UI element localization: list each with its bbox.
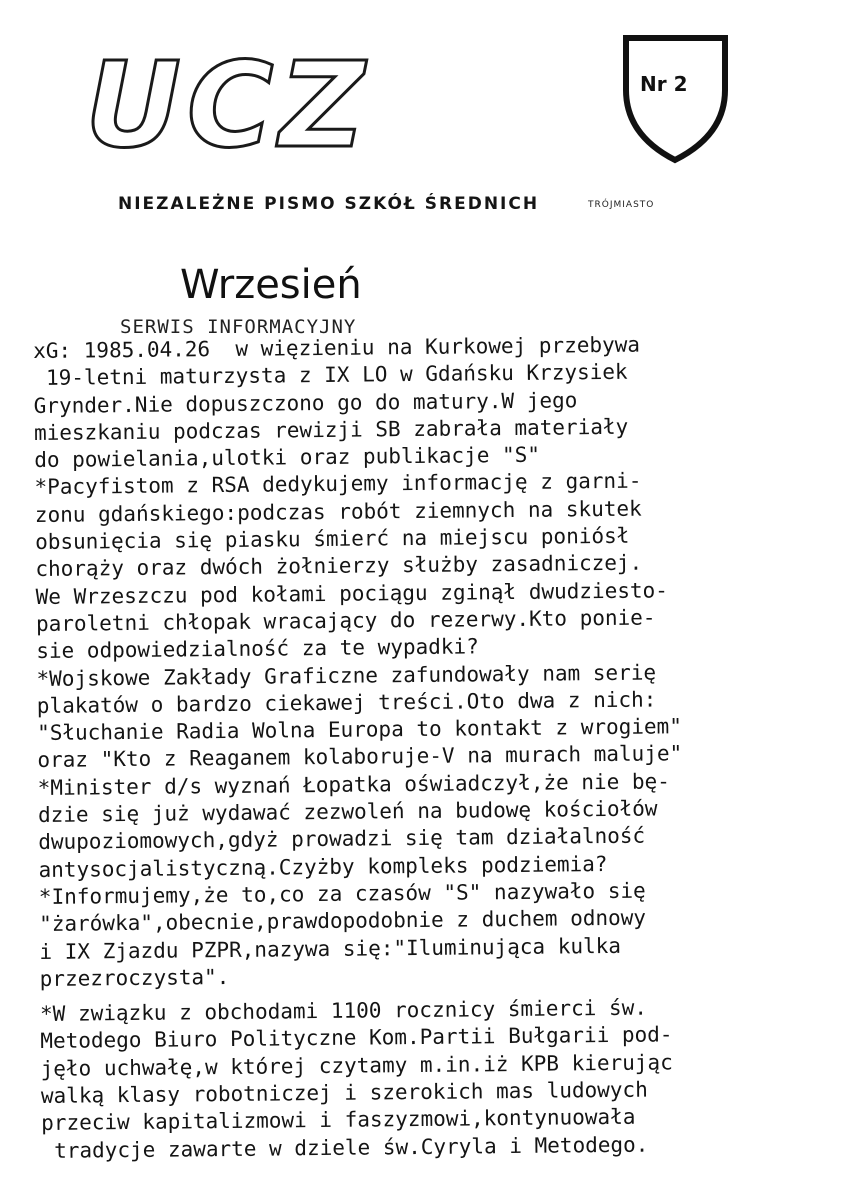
- masthead-logo: UCZ: [85, 36, 371, 174]
- text-line: jęło uchwałę,w której czytamy m.in.iż KPB kierując: [40, 1050, 673, 1081]
- text-line: zonu gdańskiego:podczas robót ziemnych na skutek: [34, 496, 642, 527]
- text-line: dzie się już wydawać zezwoleń na budowę kościołów: [37, 796, 658, 828]
- page-title: Wrzesień: [180, 262, 362, 308]
- text-line: We Wrzeszczu pod kołami pociągu zginął dwudziesto-: [35, 578, 668, 609]
- text-line: *Pacyfistom z RSA dedykujemy informację z garni-: [34, 469, 642, 500]
- text-line: antysocjalistyczną.Czyżby kompleks podziemia?: [38, 851, 608, 882]
- text-line: sie odpowiedzialność za te wypadki?: [36, 634, 479, 664]
- text-line: przezroczysta".: [39, 964, 230, 991]
- text-line: przeciw kapitalizmowi i faszyzmowi,kontynuowała: [41, 1105, 636, 1136]
- text-line: Grynder.Nie dopuszczono go do matury.W jego: [33, 387, 578, 418]
- text-line: 19-letni maturzysta z IX LO w Gdańsku Krzysiek: [33, 360, 628, 391]
- text-line: xG: 1985.04.26 w więzieniu na Kurkowej przebywa: [33, 332, 641, 363]
- text-line: obsunięcia się piasku śmierć na miejscu poniósł: [35, 523, 630, 555]
- text-line: "Słuchanie Radia Wolna Europa to kontakt z wrogiem": [37, 714, 683, 746]
- text-line: chorąży oraz dwóch żołnierzy służby zasadniczej.: [35, 551, 643, 582]
- text-line: do powielania,ulotki oraz publikacje "S": [34, 442, 541, 473]
- text-line: plakatów o bardzo ciekawej treści.Oto dwa z nich:: [36, 687, 657, 718]
- text-line: "żarówka",obecnie,prawdopodobnie z duchem odnowy: [39, 905, 647, 937]
- text-line: oraz "Kto z Reaganem kolaboruje-V na murach maluje": [37, 741, 683, 773]
- text-line: *Minister d/s wyznań Łopatka oświadczył,że nie bę-: [37, 769, 670, 800]
- text-line: tradycje zawarte w dziele św.Cyryla i Metodego.: [41, 1132, 649, 1163]
- text-line: mieszkaniu podczas rewizji SB zabrała materiały: [33, 414, 629, 445]
- article-body: [33, 330, 842, 1165]
- masthead-location: TRÓJMIASTO: [588, 200, 655, 210]
- masthead-subtitle: NIEZALEŻNE PISMO SZKÓŁ ŚREDNICH: [118, 194, 540, 214]
- text-line: *W związku z obchodami 1100 rocznicy śmierci św.: [39, 995, 648, 1027]
- text-line: dwupoziomowych,gdyż prowadzi się tam działalność: [38, 823, 646, 855]
- issue-number: Nr 2: [640, 72, 688, 96]
- text-line: *Wojskowe Zakłady Graficzne zafundowały nam serię: [36, 660, 657, 691]
- text-line: walką klasy robotniczej i szerokich mas ludowych: [40, 1077, 648, 1108]
- issue-shield-icon: [618, 30, 733, 165]
- masthead: [85, 36, 645, 174]
- text-line: Metodego Biuro Polityczne Kom.Partii Bułgarii pod-: [40, 1022, 673, 1054]
- text-line: *Informujemy,że to,co za czasów "S" nazywało się: [38, 878, 646, 909]
- text-line: paroletni chłopak wracający do rezerwy.Kto ponie-: [35, 605, 656, 636]
- section-title: SERWIS INFORMACYJNY: [120, 316, 357, 338]
- text-line: i IX Zjazdu PZPR,nazywa się:"Iluminująca kulka: [39, 933, 622, 964]
